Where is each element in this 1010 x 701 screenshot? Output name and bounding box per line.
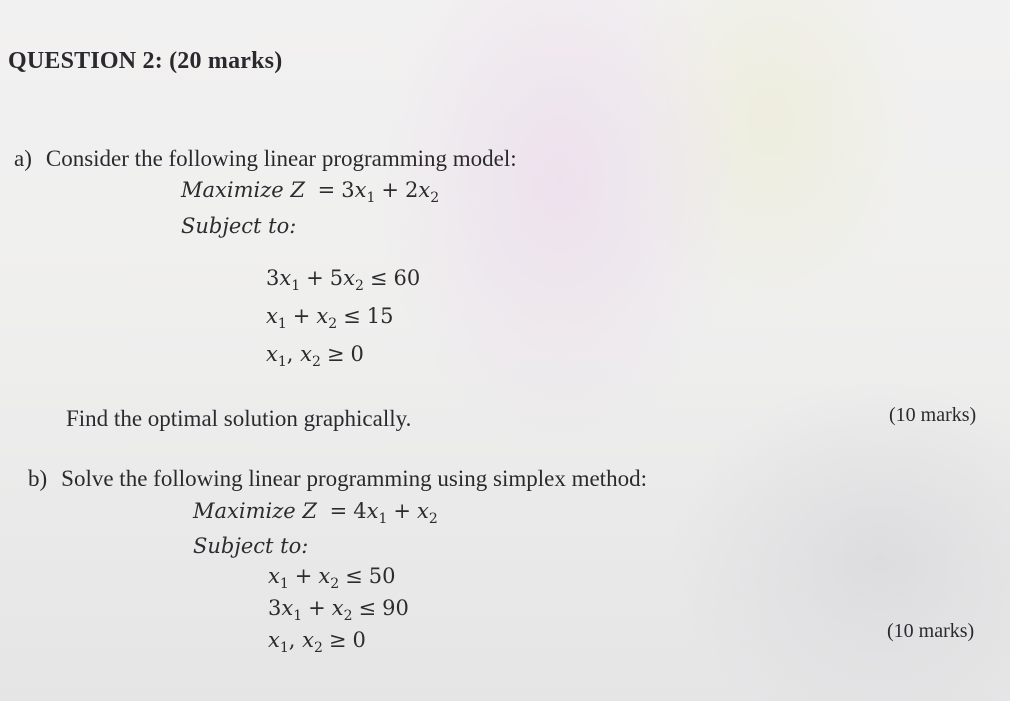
term-sub: 2: [430, 190, 440, 206]
relation-sign: ≥: [326, 342, 345, 366]
rhs: 90: [382, 596, 409, 620]
objective-variable: Z: [302, 499, 317, 523]
sub: 1: [279, 640, 289, 656]
var: x: [281, 596, 294, 620]
coef: 3: [266, 266, 280, 290]
var: x: [268, 564, 280, 588]
sub: 2: [328, 316, 338, 332]
part-b-objective: [193, 499, 438, 527]
comma: ,: [286, 342, 294, 366]
coef: 3: [268, 596, 282, 620]
relation-sign: ≥: [328, 628, 347, 652]
term-var: x: [366, 499, 379, 523]
part-b-constraint-1: [268, 564, 395, 592]
comma: ,: [288, 628, 296, 652]
var: x: [266, 342, 278, 366]
term-sub: 1: [378, 511, 388, 527]
part-a-task: Find the optimal solution graphically.: [66, 406, 412, 431]
part-b-subject-to: [193, 534, 308, 558]
var: x: [318, 564, 331, 588]
rhs: 0: [352, 628, 366, 652]
term-sub: 1: [366, 190, 376, 206]
sub: 1: [277, 316, 287, 332]
relation-sign: ≤: [343, 304, 361, 328]
plus-sign: +: [292, 304, 311, 328]
plus-sign: +: [294, 564, 313, 588]
part-b-constraint-2: [268, 596, 409, 624]
var: x: [316, 304, 329, 328]
var: x: [268, 628, 280, 652]
relation-sign: ≤: [345, 564, 363, 588]
term-var: x: [418, 178, 431, 202]
equals-sign: =: [317, 178, 336, 202]
part-a-marks: (10 marks): [889, 404, 977, 426]
term-coef: 4: [353, 499, 367, 523]
var: x: [331, 596, 344, 620]
part-a-intro: Consider the following linear programming model:: [45, 146, 517, 171]
var: x: [343, 266, 355, 290]
part-a-objective: [181, 178, 439, 206]
equals-sign: =: [329, 499, 348, 523]
sub: 2: [311, 354, 321, 370]
term-coef: 2: [405, 178, 419, 202]
rhs: 50: [368, 564, 396, 588]
part-a-intro-line: [14, 146, 517, 172]
part-b-nonnegativity: [268, 628, 366, 656]
coef: 5: [329, 266, 344, 290]
part-a-constraint-1: [266, 266, 420, 294]
term-sub: 2: [428, 511, 438, 527]
plus-sign: +: [306, 266, 324, 290]
subject-to-label: Subject to:: [181, 214, 297, 238]
sub: 2: [330, 576, 340, 592]
part-a-nonnegativity: [266, 342, 364, 370]
plus-sign: +: [381, 178, 400, 202]
relation-sign: ≤: [369, 266, 388, 290]
part-b-letter: b): [28, 466, 48, 491]
rhs: 15: [366, 304, 394, 328]
part-a-letter: a): [14, 146, 32, 171]
plus-sign: +: [393, 499, 412, 523]
var: x: [300, 342, 312, 366]
rhs: 0: [350, 342, 364, 366]
var: x: [279, 266, 292, 290]
term-var: x: [354, 178, 367, 202]
sub: 1: [291, 278, 301, 294]
sub: 1: [279, 576, 289, 592]
term-var: x: [417, 499, 429, 523]
sub: 2: [343, 608, 353, 624]
objective-keyword: Maximize: [181, 178, 284, 202]
sub: 2: [354, 278, 364, 294]
part-a-subject-to: [181, 214, 296, 238]
var: x: [266, 304, 278, 328]
part-b-marks: (10 marks): [887, 620, 975, 642]
question-heading: QUESTION 2: (20 marks): [8, 48, 283, 74]
objective-variable: Z: [290, 178, 305, 202]
relation-sign: ≤: [358, 596, 377, 620]
sub: 2: [313, 640, 323, 656]
part-b-intro: Solve the following linear programming using simplex method:: [61, 466, 647, 491]
term-coef: 3: [341, 178, 355, 202]
subject-to-label: Subject to:: [193, 534, 309, 558]
plus-sign: +: [308, 596, 326, 620]
rhs: 60: [393, 266, 421, 290]
sub: 1: [293, 608, 303, 624]
part-a-constraint-2: [266, 304, 393, 332]
objective-keyword: Maximize: [193, 499, 296, 523]
sub: 1: [277, 354, 287, 370]
part-b-intro-line: [28, 466, 647, 492]
var: x: [302, 628, 314, 652]
